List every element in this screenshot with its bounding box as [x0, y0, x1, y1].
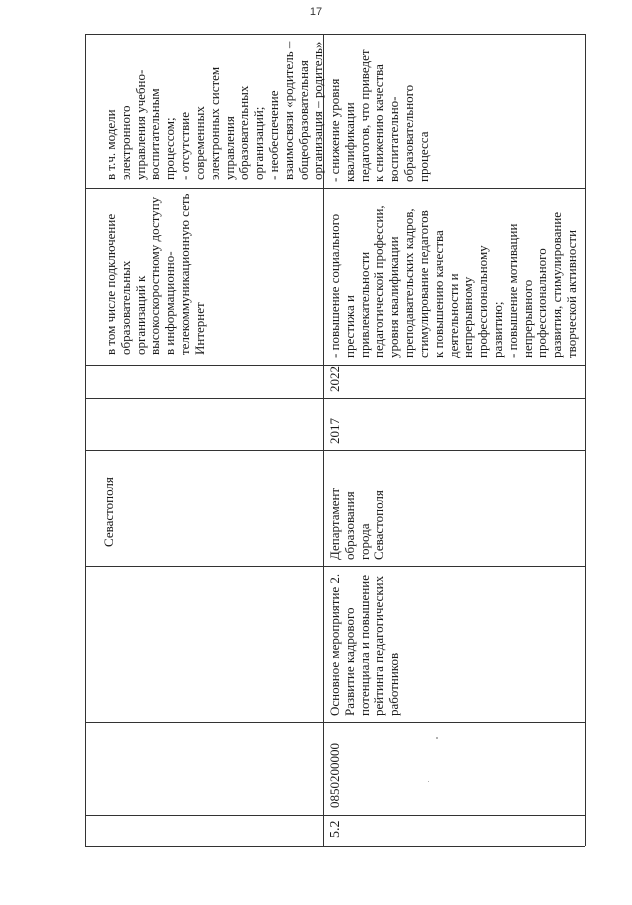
- scan-speck: [428, 781, 429, 782]
- cell-executor: Департамент образования города Севастополя: [327, 487, 387, 560]
- column-divider-risks: [85, 188, 585, 189]
- cell-expected-results: - повышение социального престижа и привлекательности педагогической профессии, уровня квалификации преподавательских кадров, стимулирование педагогов к повышению качества деятельности и непрерывному профессиональному развитию; - повышение мотивации непрерывного профессионального развития, стимулирование творческой активности: [327, 205, 579, 358]
- column-divider-code: [85, 815, 585, 816]
- column-divider-year-end: [85, 398, 585, 399]
- table-border-top: [85, 34, 585, 35]
- cell-risks-continuation: в т.ч. модели электронного управления учебно- воспитательным процессом; - отсутствие современных электронных систем управления образовательных организаций; - необеспечение взаимосвязи «родитель – общеобразовательная организация – родитель»: [103, 41, 326, 180]
- page-number: 17: [309, 6, 323, 18]
- column-divider-year-start: [85, 450, 585, 451]
- table-border-left: [85, 34, 86, 846]
- cell-region-continuation: Севастополя: [101, 477, 116, 547]
- cell-indicator-continuation: в том числе подключение образовательных организаций к высокоскоростному доступу в информационно- телекоммуникационную сеть Интернет: [103, 193, 207, 355]
- scan-speck: [436, 737, 438, 739]
- cell-year-end: 2022: [327, 366, 342, 392]
- table-border-right: [585, 34, 586, 846]
- column-divider-executor: [85, 566, 585, 567]
- table-border-bottom: [85, 846, 585, 847]
- cell-row-number: 5.2: [328, 820, 343, 838]
- cell-risks: - снижение уровня квалификации педагогов, что приведет к снижению качества воспитательно- образовательного процесса: [327, 49, 431, 182]
- cell-budget-code: 0850200000: [327, 743, 342, 808]
- cell-year-start: 2017: [327, 418, 342, 444]
- column-divider-measure: [85, 722, 585, 723]
- cell-measure-name: Основное мероприятие 2. Развитие кадрового потенциала и повышение рейтинга педагогических работников: [327, 573, 402, 716]
